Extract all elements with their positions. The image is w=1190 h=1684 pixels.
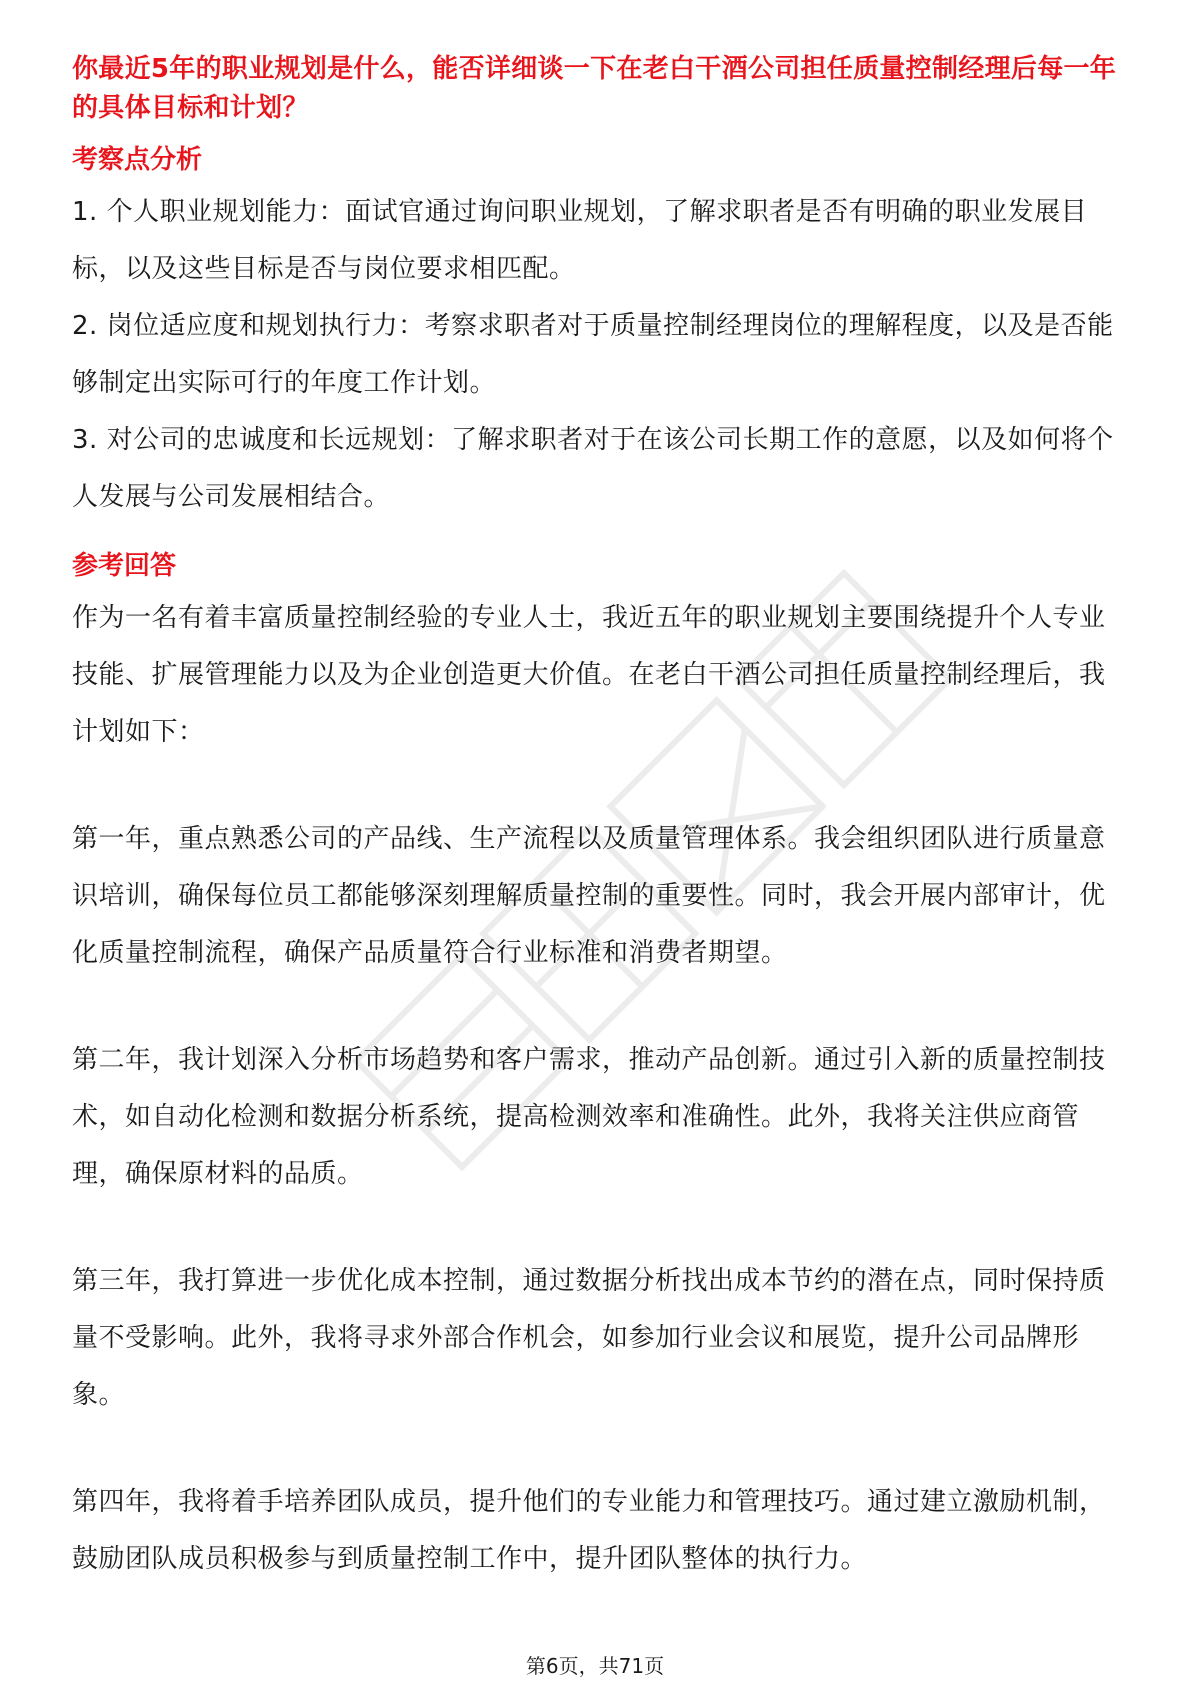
answer-paragraph: 第一年，重点熟悉公司的产品线、生产流程以及质量管理体系。我会组织团队进行质量意识培训，确保每位员工都能够深刻理解质量控制的重要性。同时，我会开展内部审计，优化质量控制流程，确保产品质量符合行业标准和消费者期望。 <box>72 824 1106 968</box>
answer-title: 参考回答 <box>72 551 177 581</box>
page-number: 第6页，共71页 <box>525 1654 665 1678</box>
analysis-item: 2. 岗位适应度和规划执行力：考察求职者对于质量控制经理岗位的理解程度，以及是否能够制定出实际可行的年度工作计划。 <box>72 311 1114 398</box>
analysis-item: 3. 对公司的忠诚度和长远规划：了解求职者对于在该公司长期工作的意愿，以及如何将个人发展与公司发展相结合。 <box>72 425 1114 512</box>
analysis-item: 1. 个人职业规划能力：面试官通过询问职业规划，了解求职者是否有明确的职业发展目标，以及这些目标是否与岗位要求相匹配。 <box>72 197 1088 284</box>
question-heading: 你最近5年的职业规划是什么，能否详细谈一下在老白干酒公司担任质量控制经理后每一年的具体目标和计划？ <box>72 54 1117 123</box>
answer-paragraph: 第四年，我将着手培养团队成员，提升他们的专业能力和管理技巧。通过建立激励机制，鼓励团队成员积极参与到质量控制工作中，提升团队整体的执行力。 <box>72 1487 1106 1574</box>
answer-paragraph: 第三年，我打算进一步优化成本控制，通过数据分析找出成本节约的潜在点，同时保持质量不受影响。此外，我将寻求外部合作机会，如参加行业会议和展览，提升公司品牌形象。 <box>72 1266 1106 1410</box>
answer-paragraph: 作为一名有着丰富质量控制经验的专业人士，我近五年的职业规划主要围绕提升个人专业技能、扩展管理能力以及为企业创造更大价值。在老白干酒公司担任质量控制经理后，我计划如下： <box>72 603 1106 747</box>
analysis-title: 考察点分析 <box>72 145 203 175</box>
page-content <box>72 50 1122 1588</box>
answer-paragraph: 第二年，我计划深入分析市场趋势和客户需求，推动产品创新。通过引入新的质量控制技术，如自动化检测和数据分析系统，提高检测效率和准确性。此外，我将关注供应商管理，确保原材料的品质。 <box>72 1045 1106 1189</box>
